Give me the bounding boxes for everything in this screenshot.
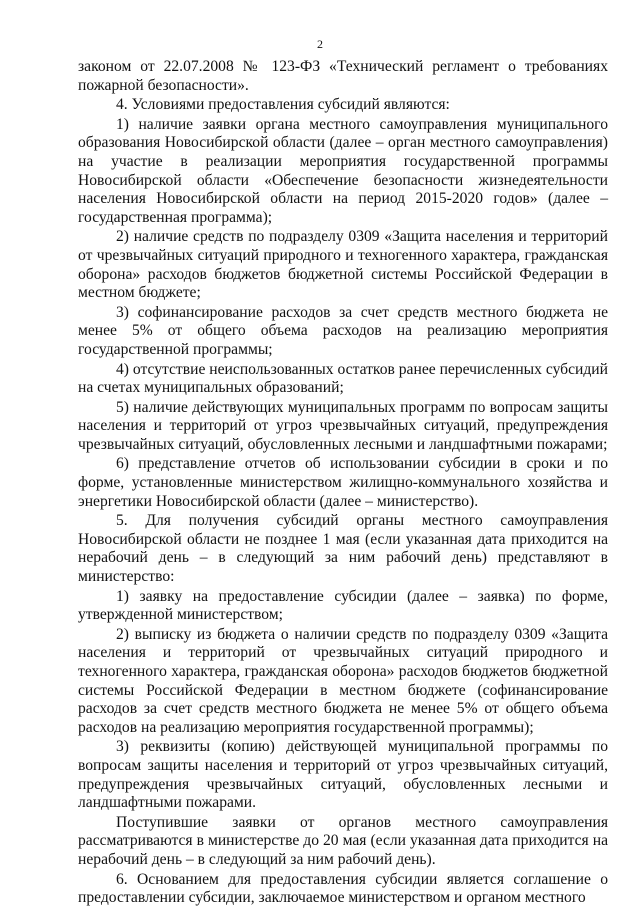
paragraph-condition-4: 4) отсутствие неиспользованных остатков ранее перечисленных субсидий на счетах муниципальных образований; (78, 360, 608, 397)
paragraph-document-1: 1) заявку на предоставление субсидии (далее – заявка) по форме, утвержденной министерством; (78, 587, 608, 624)
paragraph-document-2: 2) выписку из бюджета о наличии средств по подразделу 0309 «Защита населения и территорий от чрезвычайных ситуаций природного и техногенного характера, гражданская оборона» расходов бюджетов бюджетной системы Российской Федерации в местном бюджете (софинансирование расходов за счет средств местного бюджета не менее 5% от общего объема расходов на реализацию мероприятия государственной программы); (78, 625, 608, 736)
paragraph-continuation: законом от 22.07.2008 № 123-ФЗ «Технический регламент о требованиях пожарной безопасности». (78, 58, 608, 94)
paragraph-condition-3: 3) софинансирование расходов за счет средств местного бюджета не менее 5% от общего объема расходов на реализацию мероприятия государственной программы; (78, 303, 608, 358)
paragraph-section-4-heading: 4. Условиями предоставления субсидий являются: (116, 96, 450, 114)
paragraph-review-deadline: Поступившие заявки от органов местного самоуправления рассматриваются в министерстве до 20 мая (если указанная дата приходится на нерабочий день – в следующий за ним рабочий день). (78, 813, 608, 868)
paragraph-section-5: 5. Для получения субсидий органы местного самоуправления Новосибирской области не позднее 1 мая (если указанная дата приходится на нерабочий день – в следующий за ним рабочий день) представляют в министерство: (78, 512, 608, 586)
page-number: 2 (317, 37, 323, 51)
paragraph-condition-6: 6) представление отчетов об использовании субсидии в сроки и по форме, установленные министерством жилищно-коммунального хозяйства и энергетики Новосибирской области (далее – министерство). (78, 455, 608, 510)
document-body (78, 58, 608, 909)
paragraph-condition-5: 5) наличие действующих муниципальных программ по вопросам защиты населения и территорий от угроз чрезвычайных ситуаций, предупреждения чрезвычайных ситуаций, обусловленных лесными и ландшафтными пожарами; (78, 398, 608, 453)
paragraph-section-6: 6. Основанием для предоставления субсидии является соглашение о предоставлении субсидии, заключаемое министерством и органом местного (78, 870, 608, 907)
paragraph-condition-1: 1) наличие заявки органа местного самоуправления муниципального образования Новосибирской области (далее – орган местного самоуправления) на участие в реализации мероприятия государственной программы Новосибирской области «Обеспечение безопасности жизнедеятельности населения Новосибирской области на период 2015-2020 годов» (далее – государственная программа); (78, 115, 608, 226)
paragraph-document-3: 3) реквизиты (копию) действующей муниципальной программы по вопросам защиты населения и территорий от угроз чрезвычайных ситуаций, предупреждения чрезвычайных ситуаций, обусловленных лесными и ландшафтными пожарами. (78, 738, 608, 812)
paragraph-condition-2: 2) наличие средств по подразделу 0309 «Защита населения и территорий от чрезвычайных ситуаций природного и техногенного характера, гражданская оборона» расходов бюджетов бюджетной системы Российской Федерации в местном бюджете; (78, 228, 608, 302)
